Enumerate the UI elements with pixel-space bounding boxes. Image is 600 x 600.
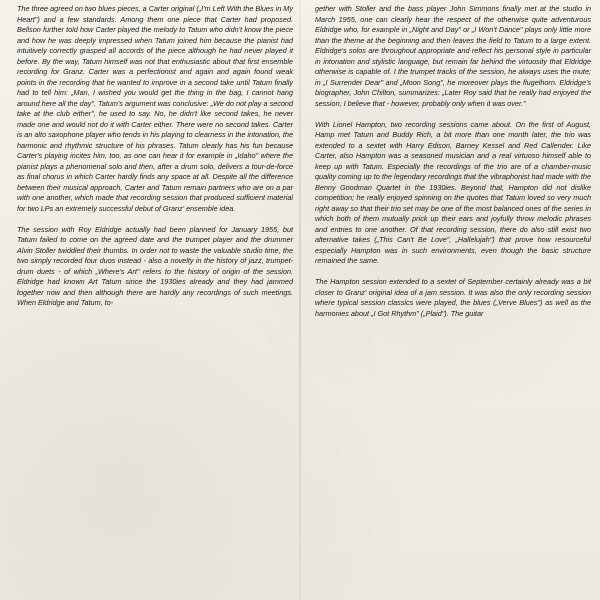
- right-page-column: [315, 4, 591, 319]
- page-fold: [299, 0, 301, 600]
- paragraph: gether with Stoller and the bass player John Simmons finally met at the studio in March 1955, one can clearly hear the respect of the otherwise quite adventurous Eldridge who, for example in „Night and Day" or „I Won't Dance" plays only little more than the theme at the beginning and then leaves the field to Tatum to a large extent. Eldridge's solos are throughout appropriate and reflect his personal style in particular in intonation and stylistic language, but remain far behind the virtuosity that Eldridge otherwise is capable of. I the trumpet tracks of the session, he always uses the mute; in „I Surrender Dear" and „Moon Song", he moreover plays the flugelhorn. Eldridge's biographer, John Chilton, summarizes: „Later Roy said that he really had enjoyed the session; I believe that - however, probably only when it was over.": [315, 4, 591, 108]
- left-page-column: [17, 4, 293, 309]
- paragraph: With Lionel Hampton, two recording sessions came about. On the first of August, Hamp met Tatum and Buddy Rich, a bit more than one month later, the trio was extended to a sextet with Harry Edison, Barney Kessel and Red Callender. Like Carter, also Hampton was a seasoned musician and a real virtuoso himself able to keep up with Tatum. Especially the recordings of the trio are of a chamber-music quality coming up to the legendary recordings that the vibraphonist had made with the Benny Goodman Quartet in the 1930ies. Beyond that, Hampton did not dislike competition; he really enjoyed spinning on the quotes that Tatum loved so very much right away so that their trio set may be one of the most balanced ones of the series in which both of them mutually prick up their ears and joyfully throw melodic phrases and entries to one another. Of that recording session, there do also still exist two alternative takes („This Can't Be Love", „Hallelujah") that prove how resourceful especially Hampton was in such environments, even though the basic structure remained the same.: [315, 119, 591, 265]
- paragraph: The Hampton session extended to a sextet of September certainly already was a bit closer to Granz' original idea of a jam session. It was also the only recording session where typical session classics were played, the blues („Verve Blues") as well as the harmonies about „I Got Rhythm" („Plaid"). The guitar: [315, 277, 591, 318]
- paragraph: The session with Roy Eldridge actually had been planned for January 1955, but Tatum failed to come on the agreed date and the trumpet player and the drummer Alvin Stoller twiddled their thumbs. In order not to waste the valuable studio time, the two simply recorded four duos instead - also a novelty in the history of jazz, trumpet-drum duets - of which „Where's Art" refers to the history of origin of the session. Eldridge had known Art Tatum since the 1930ies already and they had jammed together now and then although there are hardly any recordings of such meetings. When Eldridge and Tatum, to-: [17, 224, 293, 307]
- paragraph: The three agreed on two blues pieces, a Carter original („I'm Left With the Blues in My Heart") and a few standards. Among them one piece that Carter had proposed. Bellson further told how Carter played the melody to Tatum who didn't know the piece and how he was deeply impressed when Tatum joined him because the pianist had intuitively correctly grasped all accords of the piece although he had never played it before. By the way, Tatum himself was not that enthusiastic about that first ensemble recording for Granz. Carter was a perfectionist and again and again found weak points in the recording that he wanted to improve in a second take until Tatum finally had to tell him: „Man, I wished you would get the thing in the bag, I cannot hang around here all the day". Tatum's argument was conclusive: „We do not play a second take at the club either", he used to say. No, he didn't like second takes, he never made one and would not do it with Carter either. There were no second takes. Carter is an alto saxophone player who tends in his playing to clearness in the intonation, the harmonic and rhythmic structure of his phrases. Tatum clearly has his fun because Carter's playing incites him, too, as one can hear it for example in „Idaho" where the pianist plays a phenomenal solo and then, after a drum solo, delivers a tour-de-force as final chorus in which Carter hardly finds any space at all. Despite all the difference between their musical approach, Carter and Tatum remain partners who are on a par with one another, which made that recording session that produced sufficient material for two LPs an extremely successful debut of Granz' ensemble idea.: [17, 4, 293, 213]
